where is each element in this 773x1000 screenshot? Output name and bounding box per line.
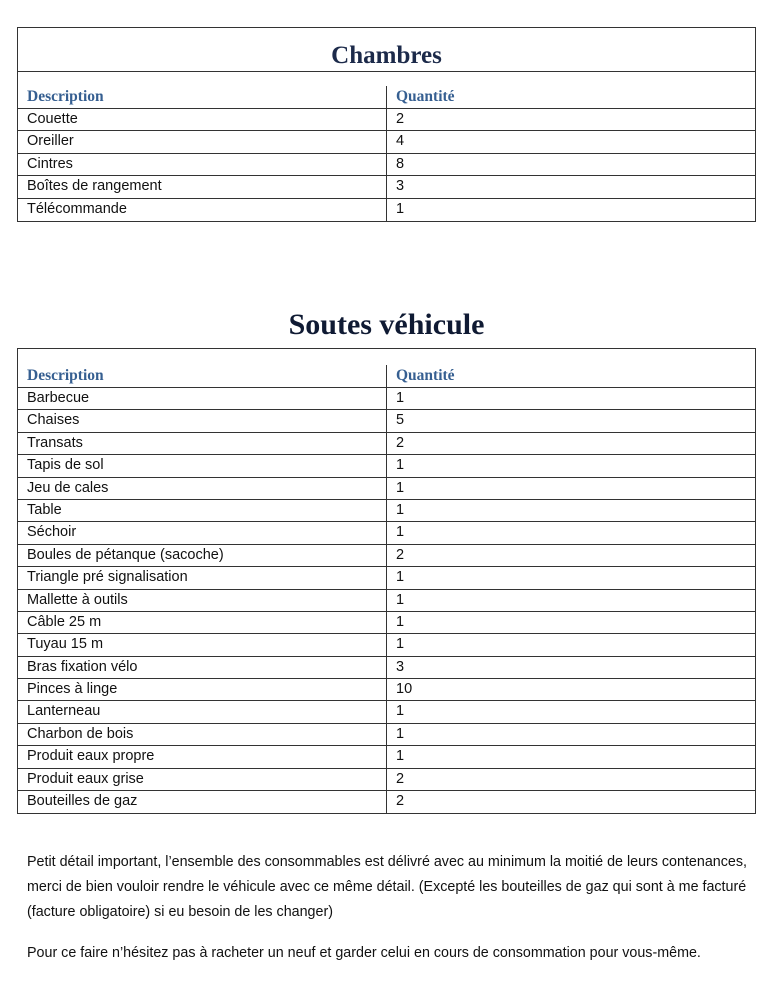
table-row [18,199,755,221]
chambres-col-quantite: Quantité [396,88,455,105]
row-quantite: 1 [396,457,405,474]
row-quantite: 1 [396,636,405,653]
table-row [18,701,755,723]
row-description: Cintres [18,154,387,175]
table-row [18,679,755,701]
table-row [18,590,755,612]
row-quantite: 1 [396,479,405,496]
chambres-title: Chambres [18,28,755,72]
row-quantite: 1 [396,390,405,406]
table-row [18,746,755,768]
table-row [18,410,755,432]
row-quantite: 1 [396,591,405,608]
row-description: Câble 25 m [18,612,387,633]
row-description: Oreiller [18,131,387,152]
row-description: Mallette à outils [18,590,387,611]
soutes-header-row [18,349,755,388]
row-description: Tuyau 15 m [18,634,387,655]
table-row [18,154,755,176]
row-description: Transats [18,433,387,454]
table-row [18,388,755,410]
table-row [18,478,755,500]
row-quantite: 2 [396,111,405,127]
row-description: Triangle pré signalisation [18,567,387,588]
chambres-col-description: Description [18,86,387,108]
row-quantite: 1 [396,569,405,586]
row-description: Pinces à linge [18,679,387,700]
row-quantite: 2 [396,434,405,451]
row-quantite: 3 [396,658,405,675]
table-row [18,634,755,656]
soutes-col-description: Description [18,365,387,387]
table-row [18,131,755,153]
row-description: Bouteilles de gaz [18,791,387,813]
soutes-col-quantite: Quantité [396,367,455,384]
row-description: Produit eaux propre [18,746,387,767]
row-description: Boules de pétanque (sacoche) [18,545,387,566]
row-description: Bras fixation vélo [18,657,387,678]
row-description: Jeu de cales [18,478,387,499]
row-description: Produit eaux grise [18,769,387,790]
table-row [18,612,755,634]
row-description: Barbecue [18,388,387,409]
row-quantite: 1 [396,613,405,630]
note-paragraph-racheter: Pour ce faire n’hésitez pas à racheter un neuf et garder celui en cours de consommation pour vous-même. [27,945,701,961]
row-quantite: 1 [396,200,405,217]
soutes-title: Soutes véhicule [288,308,485,341]
table-row [18,769,755,791]
row-quantite: 4 [396,133,405,150]
row-description: Télécommande [18,199,387,221]
row-description: Séchoir [18,522,387,543]
table-row [18,455,755,477]
table-row [18,500,755,522]
row-quantite: 3 [396,178,405,195]
table-row [18,567,755,589]
row-description: Couette [18,109,387,130]
note-paragraph-consommables: Petit détail important, l’ensemble des consommables est délivré avec au minimum la moitié de leurs contenances, merci de bien vouloir rendre le véhicule avec ce même détail. (Excepté les bouteilles de gaz qui sont à me facturé (facture obligatoire) si eu besoin de les changer) [27,854,747,920]
row-description: Lanterneau [18,701,387,722]
row-description: Chaises [18,410,387,431]
row-quantite: 1 [396,725,405,742]
row-quantite: 5 [396,412,405,429]
table-row [18,433,755,455]
row-quantite: 1 [396,524,405,541]
row-quantite: 1 [396,703,405,720]
chambres-table-body [18,109,755,221]
row-description: Boîtes de rangement [18,176,387,197]
row-quantite: 8 [396,155,405,172]
row-quantite: 10 [396,681,413,698]
soutes-table-body [18,388,755,813]
row-description: Tapis de sol [18,455,387,476]
table-row [18,545,755,567]
table-row [18,522,755,544]
row-description: Table [18,500,387,521]
row-quantite: 2 [396,770,405,787]
table-row [18,724,755,746]
chambres-header-row [18,72,755,109]
table-row [18,657,755,679]
soutes-table [17,348,756,814]
row-quantite: 1 [396,748,405,765]
chambres-table [17,27,756,222]
table-row [18,176,755,198]
row-description: Charbon de bois [18,724,387,745]
row-quantite: 2 [396,546,405,563]
row-quantite: 2 [396,793,405,810]
table-row [18,109,755,131]
row-quantite: 1 [396,501,405,518]
table-row [18,791,755,813]
